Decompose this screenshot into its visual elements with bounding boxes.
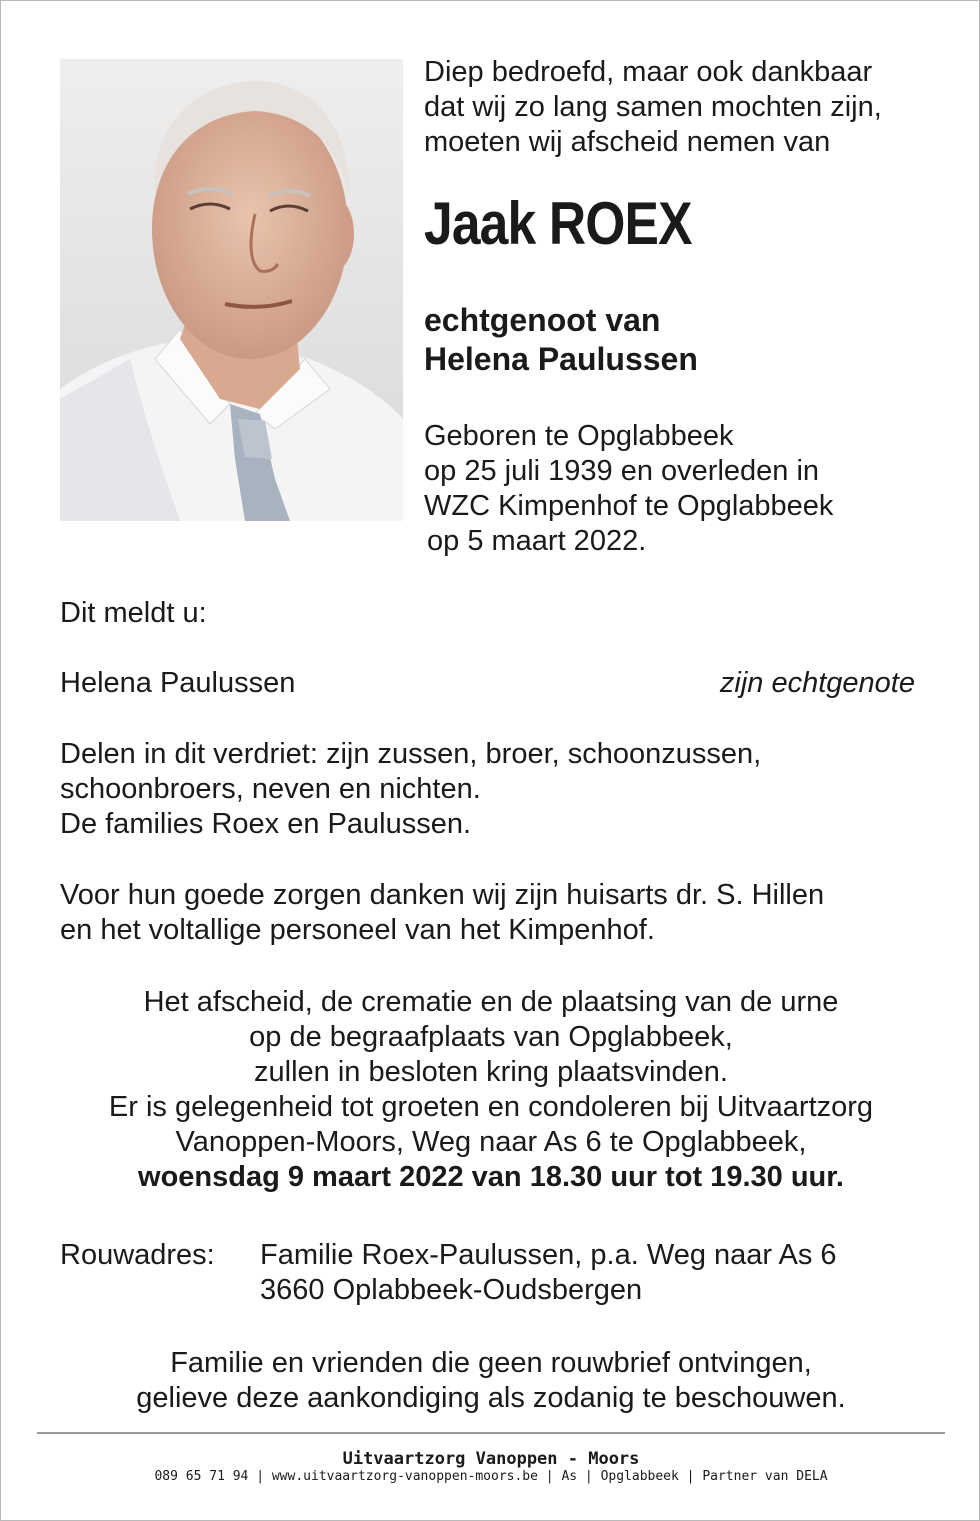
relation-line: Helena Paulussen [424,341,698,377]
intro-line: dat wij zo lang samen mochten zijn, [424,91,882,123]
ceremony-line: Het afscheid, de crematie en de plaatsing van de urne [143,986,839,1018]
ceremony-paragraph [1,985,980,1195]
relation-line: echtgenoot van [424,302,661,338]
sharing-paragraph [60,737,761,842]
address-line: Familie Roex-Paulussen, p.a. Weg naar As 6 [260,1239,837,1271]
closing-line: gelieve deze aankondiging als zodanig te beschouwen. [136,1382,846,1414]
sharing-line: schoonbroers, neven en nichten. [60,773,481,805]
life-line: WZC Kimpenhof te Opglabbeek [424,490,834,522]
thanks-paragraph [60,878,824,948]
ceremony-line: zullen in besloten kring plaatsvinden. [254,1056,728,1088]
ceremony-line: Er is gelegenheid tot groeten en condoleren bij Uitvaartzorg [108,1091,874,1123]
life-line: op 5 maart 2022. [427,525,647,557]
portrait-illustration [60,59,403,521]
address-line: 3660 Oplabbeek-Oudsbergen [260,1274,643,1306]
spouse-relation [424,301,698,379]
thanks-line: en het voltallige personeel van het Kimpenhof. [60,914,655,946]
life-line: Geboren te Opglabbeek [424,420,734,452]
portrait-photo [60,59,403,521]
intro-text [424,55,944,160]
sharing-line: De families Roex en Paulussen. [60,808,472,840]
deceased-name: Jaak ROEX [424,190,692,257]
intro-line: moeten wij afscheid nemen van [424,126,831,158]
address-label: Rouwadres: [60,1239,215,1271]
life-dates [424,419,944,559]
mourner-row [60,666,915,701]
closing-paragraph [1,1346,980,1416]
sharing-line: Delen in dit verdriet: zijn zussen, broer, schoonzussen, [60,738,762,770]
announcement-heading: Dit meldt u: [60,597,207,629]
closing-line: Familie en vrienden die geen rouwbrief ontvingen, [170,1347,812,1379]
mourning-address [260,1238,837,1308]
ceremony-line: op de begraafplaats van Opglabbeek, [249,1021,733,1053]
life-line: op 25 juli 1939 en overleden in [424,455,820,487]
funeral-company-name: Uitvaartzorg Vanoppen - Moors [342,1449,640,1469]
funeral-company-contact: 089 65 71 94 | www.uitvaartzorg-vanoppen-moors.be | As | Opglabbeek | Partner van DELA [154,1469,828,1484]
intro-line: Diep bedroefd, maar ook dankbaar [424,56,873,88]
ceremony-line: Vanoppen-Moors, Weg naar As 6 te Opglabbeek, [175,1126,807,1158]
mourner-relation: zijn echtgenote [719,667,915,699]
footer-divider [37,1432,945,1434]
visitation-datetime: woensdag 9 maart 2022 van 18.30 uur tot 19.30 uur. [138,1161,844,1193]
thanks-line: Voor hun goede zorgen danken wij zijn huisarts dr. S. Hillen [60,879,825,911]
mourner-name: Helena Paulussen [60,667,296,699]
